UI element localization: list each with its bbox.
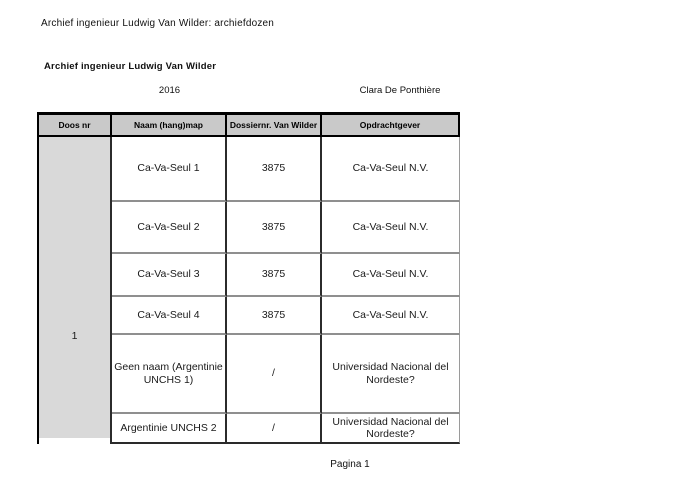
cell-opdrachtgever: Universidad Nacional del Nordeste?: [322, 335, 460, 414]
archive-boxes-table: [37, 112, 460, 444]
cell-opdrachtgever: Ca-Va-Seul N.V.: [322, 254, 460, 297]
cell-dossiernr: /: [227, 414, 322, 444]
doos-nr-value: 1: [71, 330, 78, 342]
cell-dossiernr: /: [227, 335, 322, 414]
doos-nr-cell: [37, 137, 112, 444]
cell-dossiernr: 3875: [227, 137, 322, 202]
cell-naam: Ca-Va-Seul 4: [112, 297, 227, 335]
cell-naam: Geen naam (Argentinie UNCHS 1): [112, 335, 227, 414]
cell-dossiernr: 3875: [227, 297, 322, 335]
cell-opdrachtgever: Ca-Va-Seul N.V.: [322, 202, 460, 254]
page-header-text: Archief ingenieur Ludwig Van Wilder: archiefdozen: [41, 18, 275, 29]
cell-dossiernr: 3875: [227, 202, 322, 254]
cell-naam: Argentinie UNCHS 2: [112, 414, 227, 444]
cell-opdrachtgever: Ca-Va-Seul N.V.: [322, 137, 460, 202]
column-header-doos-nr: Doos nr: [37, 112, 112, 137]
cell-opdrachtgever: Universidad Nacional del Nordeste?: [322, 414, 460, 444]
cell-naam: Ca-Va-Seul 2: [112, 202, 227, 254]
cell-opdrachtgever: Ca-Va-Seul N.V.: [322, 297, 460, 335]
page-number: Pagina 1: [330, 459, 370, 470]
doos-nr-cell-background: [39, 137, 110, 438]
cell-naam: Ca-Va-Seul 1: [112, 137, 227, 202]
year-label: 2016: [158, 85, 181, 96]
column-header-opdrachtgever: Opdrachtgever: [322, 112, 460, 137]
author-label: Clara De Ponthière: [359, 85, 441, 96]
column-header-naam-hangmap: Naam (hang)map: [112, 112, 227, 137]
column-header-dossiernr: Dossiernr. Van Wilder: [227, 112, 322, 137]
document-title: Archief ingenieur Ludwig Van Wilder: [44, 61, 217, 72]
cell-dossiernr: 3875: [227, 254, 322, 297]
cell-naam: Ca-Va-Seul 3: [112, 254, 227, 297]
